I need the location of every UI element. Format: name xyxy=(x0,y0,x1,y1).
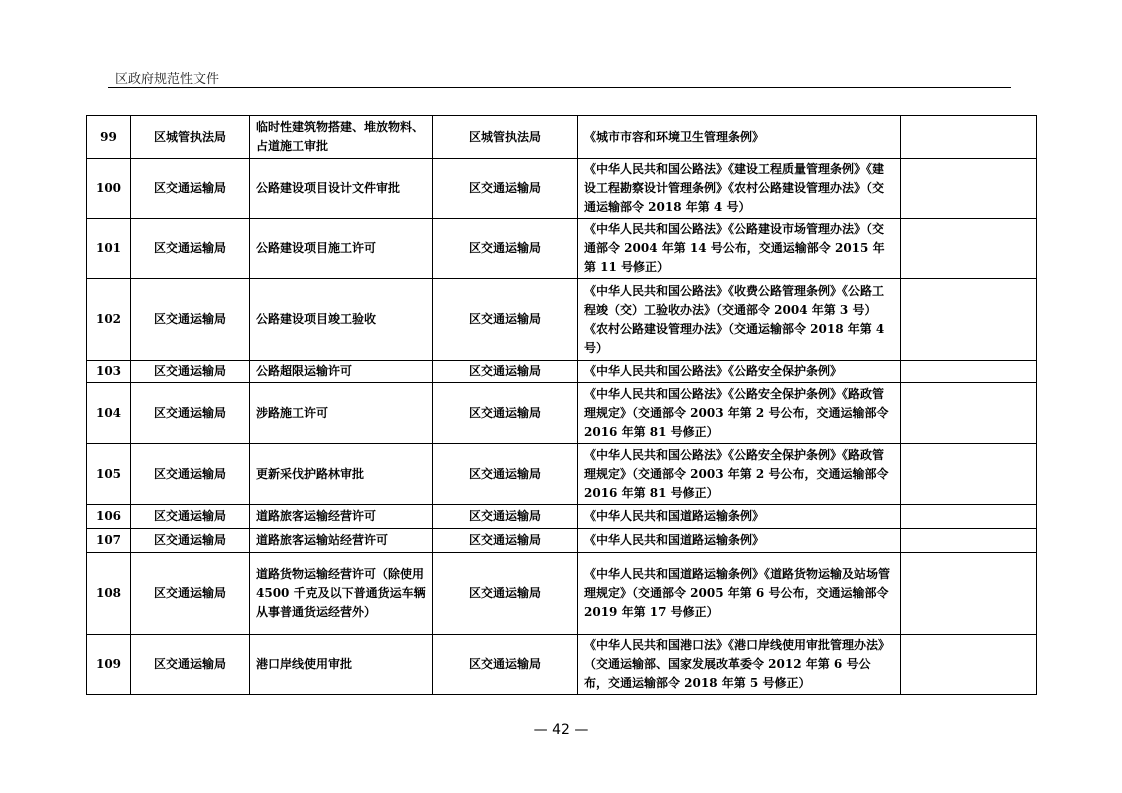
row-number: 105 xyxy=(87,444,131,505)
row-legal-basis: 《中华人民共和国公路法》《公路安全保护条例》《路政管理规定》（交通部令 2003 年第 2 号公布，交通运输部令 2016 年第 81 号修正） xyxy=(578,383,901,444)
row-item-name: 港口岸线使用审批 xyxy=(250,635,433,695)
row-note xyxy=(901,361,1037,383)
row-implementer: 区交通运输局 xyxy=(433,553,578,635)
document-header-title: 区政府规范性文件 xyxy=(115,72,220,87)
table-row xyxy=(87,279,1037,361)
row-implementer: 区交通运输局 xyxy=(433,219,578,279)
table-row xyxy=(87,553,1037,635)
row-department: 区城管执法局 xyxy=(131,116,250,159)
row-implementer: 区交通运输局 xyxy=(433,635,578,695)
row-legal-basis: 《中华人民共和国公路法》《公路建设市场管理办法》（交通部令 2004 年第 14 号公布，交通运输部令 2015 年第 11 号修正） xyxy=(578,219,901,279)
row-implementer: 区交通运输局 xyxy=(433,361,578,383)
row-department: 区交通运输局 xyxy=(131,361,250,383)
row-department: 区交通运输局 xyxy=(131,279,250,361)
row-note xyxy=(901,383,1037,444)
table-row xyxy=(87,505,1037,529)
row-note xyxy=(901,116,1037,159)
row-implementer: 区交通运输局 xyxy=(433,383,578,444)
row-legal-basis: 《城市市容和环境卫生管理条例》 xyxy=(578,116,901,159)
row-item-name: 涉路施工许可 xyxy=(250,383,433,444)
row-department: 区交通运输局 xyxy=(131,505,250,529)
row-implementer: 区城管执法局 xyxy=(433,116,578,159)
row-number: 108 xyxy=(87,553,131,635)
row-number: 109 xyxy=(87,635,131,695)
table-row xyxy=(87,529,1037,553)
row-implementer: 区交通运输局 xyxy=(433,159,578,219)
row-number: 103 xyxy=(87,361,131,383)
row-note xyxy=(901,635,1037,695)
row-item-name: 公路建设项目竣工验收 xyxy=(250,279,433,361)
row-note xyxy=(901,444,1037,505)
row-legal-basis: 《中华人民共和国港口法》《港口岸线使用审批管理办法》（交通运输部、国家发展改革委令 2012 年第 6 号公布，交通运输部令 2018 年第 5 号修正） xyxy=(578,635,901,695)
row-item-name: 道路货物运输经营许可（除使用 4500 千克及以下普通货运车辆从事普通货运经营外） xyxy=(250,553,433,635)
row-legal-basis: 《中华人民共和国道路运输条例》 xyxy=(578,529,901,553)
row-department: 区交通运输局 xyxy=(131,444,250,505)
row-item-name: 道路旅客运输经营许可 xyxy=(250,505,433,529)
row-number: 104 xyxy=(87,383,131,444)
row-number: 99 xyxy=(87,116,131,159)
row-legal-basis: 《中华人民共和国道路运输条例》《道路货物运输及站场管理规定》（交通部令 2005 年第 6 号公布，交通运输部令 2019 年第 17 号修正） xyxy=(578,553,901,635)
header-divider xyxy=(108,87,1011,88)
page-number: — 42 — xyxy=(533,722,589,738)
row-item-name: 道路旅客运输站经营许可 xyxy=(250,529,433,553)
row-department: 区交通运输局 xyxy=(131,383,250,444)
row-department: 区交通运输局 xyxy=(131,159,250,219)
row-note xyxy=(901,279,1037,361)
row-item-name: 公路超限运输许可 xyxy=(250,361,433,383)
table-row xyxy=(87,361,1037,383)
table-row xyxy=(87,159,1037,219)
row-item-name: 公路建设项目设计文件审批 xyxy=(250,159,433,219)
row-note xyxy=(901,553,1037,635)
row-number: 102 xyxy=(87,279,131,361)
row-legal-basis: 《中华人民共和国道路运输条例》 xyxy=(578,505,901,529)
row-legal-basis: 《中华人民共和国公路法》《建设工程质量管理条例》《建设工程勘察设计管理条例》《农村公路建设管理办法》（交通运输部令 2018 年第 4 号） xyxy=(578,159,901,219)
row-implementer: 区交通运输局 xyxy=(433,279,578,361)
row-department: 区交通运输局 xyxy=(131,553,250,635)
table-row xyxy=(87,383,1037,444)
table-row xyxy=(87,444,1037,505)
row-note xyxy=(901,529,1037,553)
row-number: 107 xyxy=(87,529,131,553)
row-implementer: 区交通运输局 xyxy=(433,529,578,553)
table-row xyxy=(87,219,1037,279)
row-item-name: 临时性建筑物搭建、堆放物料、占道施工审批 xyxy=(250,116,433,159)
row-item-name: 更新采伐护路林审批 xyxy=(250,444,433,505)
row-note xyxy=(901,159,1037,219)
row-implementer: 区交通运输局 xyxy=(433,444,578,505)
row-department: 区交通运输局 xyxy=(131,219,250,279)
row-note xyxy=(901,219,1037,279)
row-legal-basis: 《中华人民共和国公路法》《公路安全保护条例》《路政管理规定》（交通部令 2003 年第 2 号公布，交通运输部令 2016 年第 81 号修正） xyxy=(578,444,901,505)
table-row xyxy=(87,116,1037,159)
row-department: 区交通运输局 xyxy=(131,635,250,695)
table-row xyxy=(87,635,1037,695)
row-legal-basis: 《中华人民共和国公路法》《收费公路管理条例》《公路工程竣（交）工验收办法》（交通部令 2004 年第 3 号）《农村公路建设管理办法》（交通运输部令 2018 年第 4 号） xyxy=(578,279,901,361)
row-number: 101 xyxy=(87,219,131,279)
row-note xyxy=(901,505,1037,529)
row-item-name: 公路建设项目施工许可 xyxy=(250,219,433,279)
row-implementer: 区交通运输局 xyxy=(433,505,578,529)
approval-items-table xyxy=(86,115,1037,695)
row-number: 100 xyxy=(87,159,131,219)
row-number: 106 xyxy=(87,505,131,529)
row-department: 区交通运输局 xyxy=(131,529,250,553)
row-legal-basis: 《中华人民共和国公路法》《公路安全保护条例》 xyxy=(578,361,901,383)
